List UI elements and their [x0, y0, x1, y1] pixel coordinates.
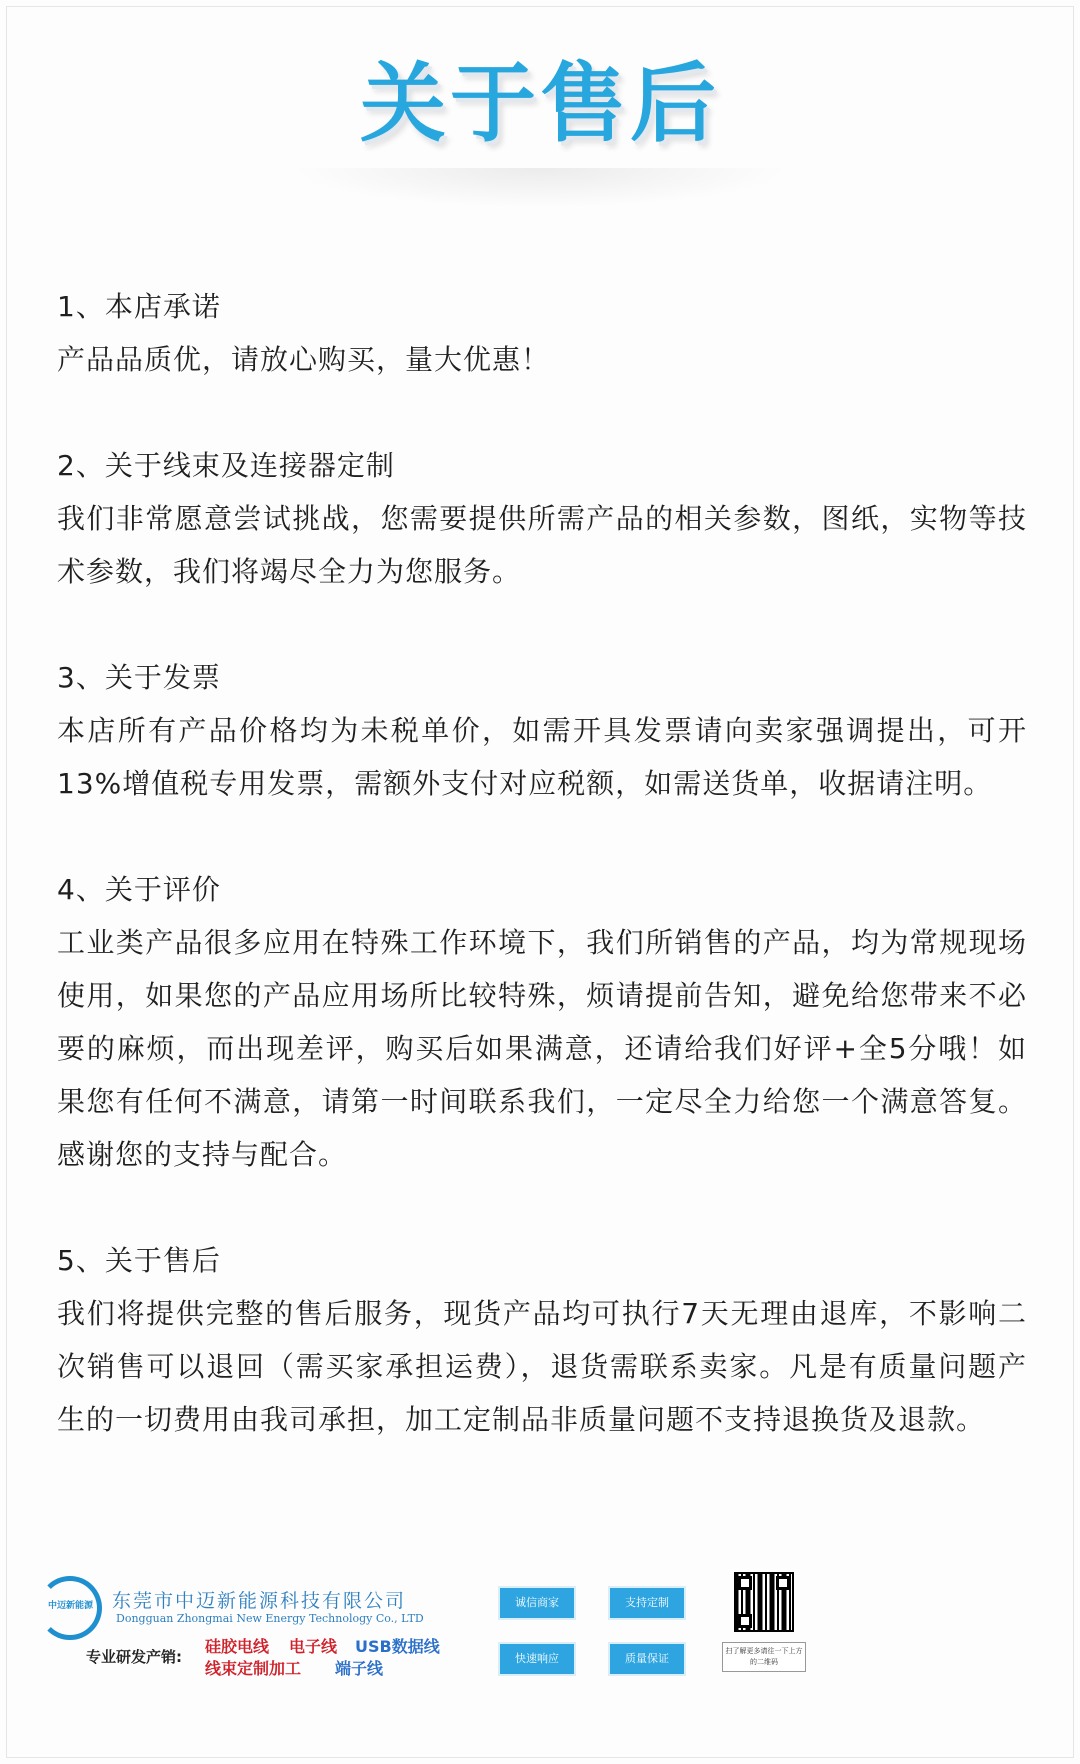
product-electronic-wire: 电子线 — [289, 1637, 338, 1656]
section-customization — [57, 439, 1027, 598]
section-title: 3、关于发票 — [57, 661, 221, 694]
section-promise — [57, 280, 1027, 386]
section-title: 5、关于售后 — [57, 1244, 221, 1277]
product-terminal-wire: 端子线 — [335, 1659, 384, 1678]
section-title: 1、本店承诺 — [57, 290, 221, 323]
logo-text: 中迈新能源 — [48, 1601, 94, 1611]
section-review — [57, 863, 1027, 1181]
section-body: 我们将提供完整的售后服务，现货产品均可执行7天无理由退库，不影响二次销售可以退回（需买家承担运费），退货需联系卖家。凡是有质量问题产生的一切费用由我司承担，加工定制品非质量问题不支持退换货及退款。 — [57, 1297, 1027, 1436]
footer — [0, 1560, 1080, 1720]
rd-label: 专业研发产销: — [86, 1648, 182, 1666]
section-body: 我们非常愿意尝试挑战，您需要提供所需产品的相关参数，图纸，实物等技术参数，我们将竭尽全力为您服务。 — [57, 502, 1027, 588]
company-name-en: Dongguan Zhongmai New Energy Technology Co., LTD — [116, 1612, 424, 1625]
content — [57, 280, 1027, 1499]
qr-finder — [738, 1614, 752, 1628]
badge-fast-response: 快速响应 — [498, 1642, 576, 1676]
qr-caption: 扫了解更多请往一下上方的二维码 — [722, 1642, 806, 1672]
section-invoice — [57, 651, 1027, 810]
section-body: 本店所有产品价格均为未税单价，如需开具发票请向卖家强调提出，可开13%增值税专用发票，需额外支付对应税额，如需送货单，收据请注明。 — [57, 714, 1027, 800]
title-shadow — [290, 168, 790, 208]
section-title: 2、关于线束及连接器定制 — [57, 449, 395, 482]
badge-integrity: 诚信商家 — [498, 1586, 576, 1620]
section-body: 产品品质优，请放心购买，量大优惠！ — [57, 343, 551, 376]
badge-customization: 支持定制 — [608, 1586, 686, 1620]
product-harness: 线束定制加工 — [205, 1659, 302, 1678]
badge-quality: 质量保证 — [608, 1642, 686, 1676]
qr-finder — [738, 1576, 752, 1590]
page-title: 关于售后 — [360, 54, 720, 154]
qr-finder — [776, 1576, 790, 1590]
product-usb-cable: USB数据线 — [355, 1637, 440, 1656]
company-name-cn: 东莞市中迈新能源科技有限公司 — [112, 1590, 407, 1612]
section-title: 4、关于评价 — [57, 873, 221, 906]
section-after-sales — [57, 1234, 1027, 1446]
product-silicone-wire: 硅胶电线 — [205, 1637, 270, 1656]
qr-code-icon — [734, 1572, 794, 1632]
section-body: 工业类产品很多应用在特殊工作环境下，我们所销售的产品，均为常规现场使用，如果您的产品应用场所比较特殊，烦请提前告知，避免给您带来不必要的麻烦，而出现差评，购买后如果满意，还请给我们好评+全5分哦！如果您有任何不满意，请第一时间联系我们，一定尽全力给您一个满意答复。感谢您的支持与配合。 — [57, 926, 1027, 1171]
